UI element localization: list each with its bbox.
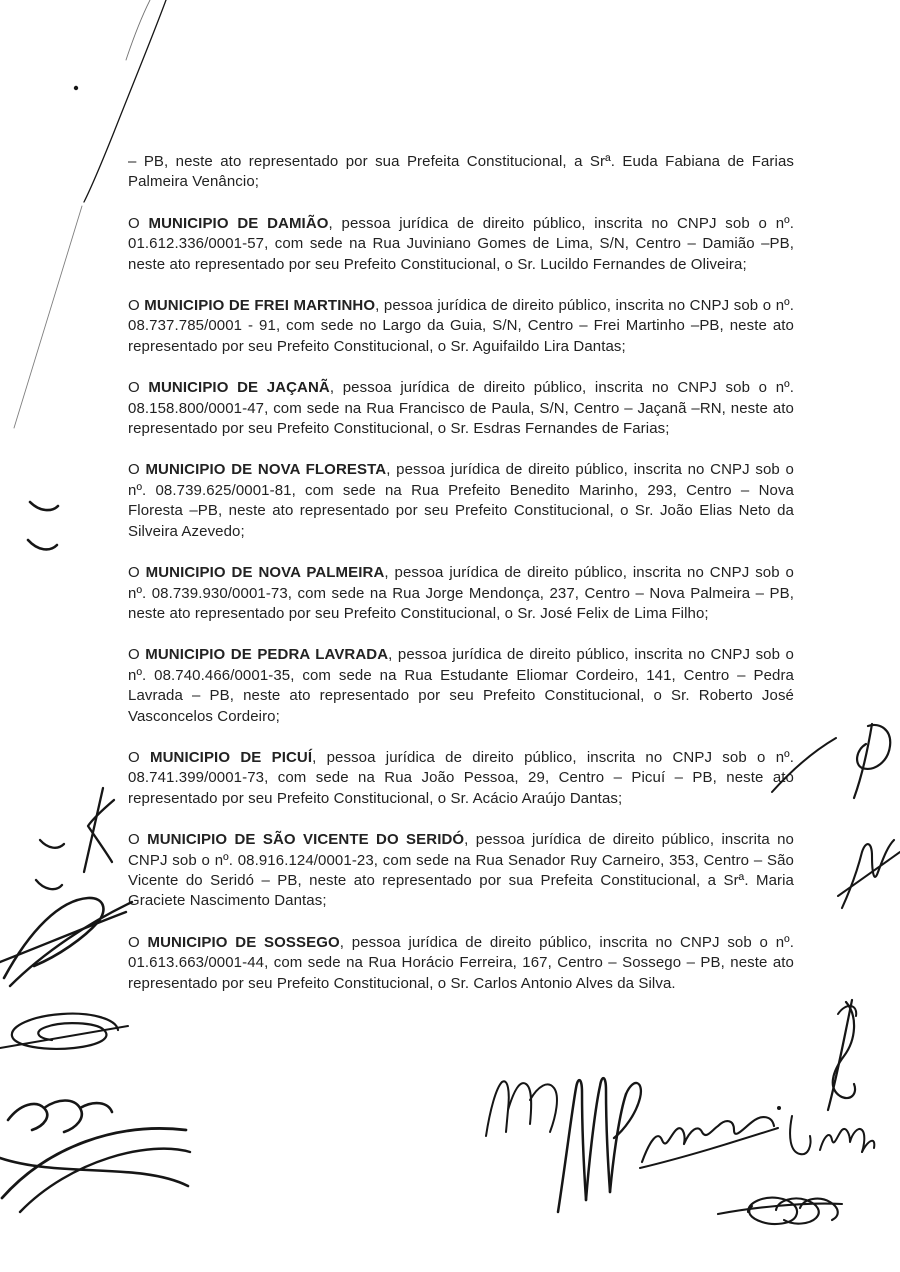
margin-k-mark: [84, 788, 114, 872]
paragraph-nova-palmeira: [128, 563, 794, 624]
municipality-name: MUNICIPIO DE NOVA FLORESTA: [145, 461, 387, 479]
signature-left-flourish: [0, 898, 132, 986]
paragraph-body: , pessoa jurídica de direito público, inscrita no CNPJ sob o nº. 01.613.663/0001-44, com sede na Rua Horácio Ferreira, 167, Centro – Sossego – PB, neste ato representado por seu Prefeito Constitucional, o Sr. Carlos Antonio Alves da Silva.: [128, 933, 794, 992]
paragraph-damiao: [128, 214, 794, 275]
paragraph-body: , pessoa jurídica de direito público, inscrita no CNPJ sob o nº. 08.158.800/0001-47, com sede na Rua Francisco de Paula, S/N, Centro – Jaçanã –RN, neste ato representado por seu Prefeito Constitucional, o Sr. Esdras Fernandes de Farias;: [128, 379, 794, 438]
signature-right-diagonal: [838, 840, 900, 908]
paragraph-frei-martinho: [128, 296, 794, 357]
margin-dash-marks-lower: [36, 840, 64, 889]
paragraph-prefix: O: [128, 379, 149, 397]
paragraph-body: , pessoa jurídica de direito público, inscrita no CNPJ sob o nº. 08.739.625/0001-81, com sede na Rua Prefeito Benedito Marinho, 293, Centro – Nova Floresta –PB, neste ato representado por seu Prefeito Constitucional, o Sr. João Elias Neto da Silveira Azevedo;: [128, 461, 794, 540]
paragraph-jacana: [128, 378, 794, 439]
paragraph-prefix: O: [128, 461, 146, 479]
paragraph-picui: [128, 748, 794, 809]
paragraph-body: , pessoa jurídica de direito público, inscrita no CNPJ sob o nº. 01.612.336/0001-57, com sede na Rua Juviniano Gomes de Lima, S/N, Centro – Damião –PB, neste ato representado por seu Prefeito Constitucional, o Sr. Lucildo Fernandes de Oliveira;: [128, 214, 794, 273]
paragraph-body: , pessoa jurídica de direito público, inscrita no CNPJ sob o nº. 08.916.124/0001-23, com sede na Rua Senador Ruy Carneiro, 353, Centro – São Vicente do Seridó – PB, neste ato representado por sua Prefeita Constitucional, a Srª. Maria Graciete Nascimento Dantas;: [128, 831, 794, 910]
paragraph-body: , pessoa jurídica de direito público, inscrita no CNPJ sob o nº. 08.740.466/0001-35, com sede na Rua Estudante Eliomar Cordeiro, 141, Centro – Pedra Lavrada – PB, neste ato representado por seu Prefeito Constitucional, o Sr. Roberto José Vasconcelos Cordeiro;: [128, 646, 794, 725]
paragraph-body: , pessoa jurídica de direito público, inscrita no CNPJ sob o nº. 08.741.399/0001-73, com sede na Rua João Pessoa, 29, Centro – Picuí – PB, neste ato representado por seu Prefeito Constitucional, o Sr. Acácio Araújo Dantas;: [128, 748, 794, 807]
paragraph-prefix: O: [128, 933, 148, 951]
paragraph-sossego: [128, 933, 794, 994]
text-block: [128, 152, 794, 1015]
paragraph-prefix: O: [128, 646, 146, 664]
paragraph-prefix: O: [128, 564, 146, 582]
paragraph-pedra-lavrada: [128, 645, 794, 727]
paragraph-body: – PB, neste ato representado por sua Prefeita Constitucional, a Srª. Euda Fabiana de Farias Palmeira Venâncio;: [128, 153, 794, 191]
scan-dot: [74, 86, 78, 90]
municipality-name: MUNICIPIO DE DAMIÃO: [148, 214, 329, 232]
paragraph-prefix: O: [128, 831, 148, 849]
scan-dot-bottom: [777, 1106, 781, 1110]
signature-right-vertical: [828, 1000, 856, 1110]
signature-oval-spiral: [0, 1014, 128, 1049]
paragraph-prefix: O: [128, 748, 151, 766]
municipality-name: MUNICIPIO DE PEDRA LAVRADA: [145, 646, 389, 664]
paragraph-sao-vicente: [128, 830, 794, 912]
municipality-name: MUNICIPIO DE PICUÍ: [150, 748, 313, 766]
signature-over-sossego-text: [486, 1081, 557, 1136]
paragraph-body: , pessoa jurídica de direito público, inscrita no CNPJ sob o nº. 08.737.785/0001 - 91, com sede no Largo da Guia, S/N, Centro – Frei Martinho –PB, neste ato representado por seu Prefeito Constitucional, o Sr. Aguifaildo Lira Dantas;: [128, 297, 794, 355]
municipality-name: MUNICIPIO DE JAÇANÃ: [148, 379, 330, 397]
municipality-name: MUNICIPIO DE SÃO VICENTE DO SERIDÓ: [147, 831, 465, 849]
municipality-name: MUNICIPIO DE SOSSEGO: [147, 933, 340, 951]
margin-dash-marks-upper: [28, 502, 58, 549]
paragraph-prefix: O: [128, 214, 149, 232]
paragraph-prefix: O: [128, 297, 145, 315]
signature-bottom-left: [0, 1101, 190, 1213]
paragraph-body: , pessoa jurídica de direito público, inscrita no CNPJ sob o nº. 08.739.930/0001-73, com sede na Rua Jorge Mendonça, 237, Centro – Nova Palmeira – PB, neste ato representado por seu Prefeito Constitucional, o Sr. José Felix de Lima Filho;: [128, 564, 794, 622]
municipality-name: MUNICIPIO DE FREI MARTINHO: [144, 297, 376, 315]
paragraph-nova-floresta: [128, 460, 794, 542]
signature-cursive: [640, 1117, 778, 1168]
paragraph-continuation: [128, 152, 794, 193]
municipality-name: MUNICIPIO DE NOVA PALMEIRA: [145, 564, 385, 582]
signature-chain-ovals: [718, 1198, 842, 1224]
signature-bottom-right: [790, 1116, 874, 1154]
signature-tall-scrawl: [558, 1078, 641, 1212]
